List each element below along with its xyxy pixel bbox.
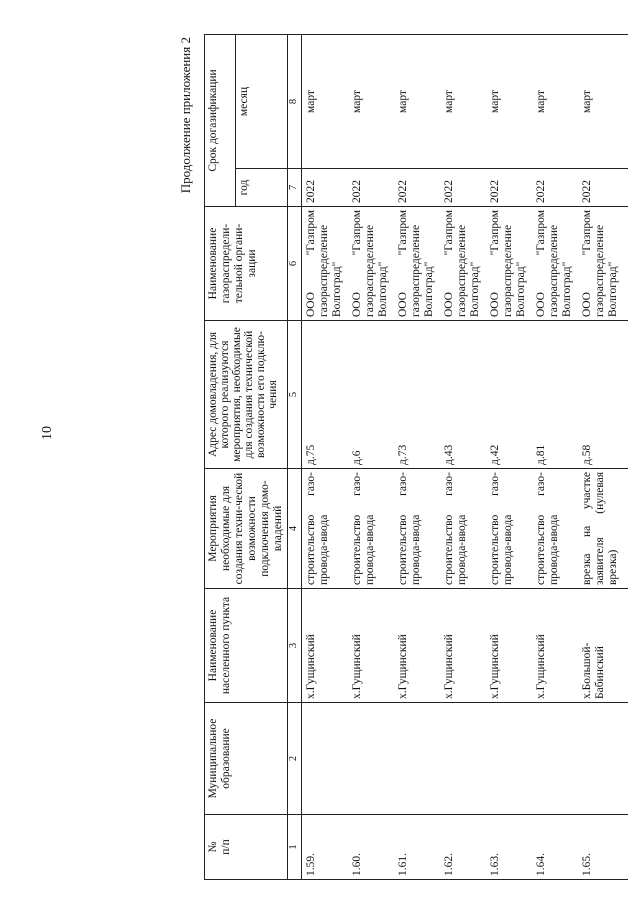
organization-cell: ООО "Газпром газораспределение Волгоград" — [394, 207, 440, 321]
table-row — [348, 35, 394, 880]
header-number: № п/п — [205, 815, 288, 880]
settlement-cell: х.Гущинский — [394, 589, 440, 703]
measure-cell: строительство газо-провода-ввода — [302, 469, 349, 589]
organization-cell: ООО "Газпром газораспределение Волгоград" — [532, 207, 578, 321]
year-cell: 2022 — [302, 169, 349, 207]
settlement-cell: х.Гущинский — [532, 589, 578, 703]
measure-cell: строительство газо-провода-ввода — [486, 469, 532, 589]
table-row — [578, 35, 628, 880]
year-cell: 2022 — [440, 169, 486, 207]
appendix-continuation-title: Продолжение приложения 2 — [178, 37, 193, 194]
municipality-cell — [440, 703, 486, 815]
row-number-cell: 1.59. — [302, 815, 349, 880]
table-row — [532, 35, 578, 880]
header-index: 5 — [288, 321, 302, 469]
municipality-cell — [394, 703, 440, 815]
address-cell: д.43 — [440, 321, 486, 469]
year-cell: 2022 — [578, 169, 628, 207]
settlement-cell: х.Гущинский — [348, 589, 394, 703]
header-year: год — [236, 169, 288, 207]
measure-cell: врезка на участке заявителя (нулевая врезка) — [578, 469, 628, 589]
address-cell: д.75 — [302, 321, 349, 469]
gasification-table — [204, 34, 628, 880]
row-number-cell: 1.65. — [578, 815, 628, 880]
year-cell: 2022 — [486, 169, 532, 207]
header-index: 6 — [288, 207, 302, 321]
header-measures: Мероприятия необходимые для создания техни-ческой возможности подключения домо-владений — [205, 469, 288, 589]
address-cell: д.6 — [348, 321, 394, 469]
organization-cell: ООО "Газпром газораспределение Волгоград" — [486, 207, 532, 321]
row-number-cell: 1.64. — [532, 815, 578, 880]
address-cell: д.81 — [532, 321, 578, 469]
month-cell: март — [394, 35, 440, 169]
measure-cell: строительство газо-провода-ввода — [348, 469, 394, 589]
measure-cell: строительство газо-провода-ввода — [532, 469, 578, 589]
header-settlement: Наименование населенного пункта — [205, 589, 288, 703]
header-deadline: Срок догазификации — [205, 35, 236, 207]
settlement-cell: х.Большой-Бабинский — [578, 589, 628, 703]
header-month: месяц — [236, 35, 288, 169]
month-cell: март — [348, 35, 394, 169]
year-cell: 2022 — [394, 169, 440, 207]
row-number-cell: 1.62. — [440, 815, 486, 880]
year-cell: 2022 — [348, 169, 394, 207]
header-index: 2 — [288, 703, 302, 815]
row-number-cell: 1.61. — [394, 815, 440, 880]
month-cell: март — [440, 35, 486, 169]
table-row — [440, 35, 486, 880]
header-index: 8 — [288, 35, 302, 169]
municipality-cell — [486, 703, 532, 815]
address-cell: д.58 — [578, 321, 628, 469]
municipality-cell — [348, 703, 394, 815]
header-index: 7 — [288, 169, 302, 207]
municipality-cell — [302, 703, 349, 815]
row-number-cell: 1.60. — [348, 815, 394, 880]
settlement-cell: х.Гущинский — [486, 589, 532, 703]
measure-cell: строительство газо-провода-ввода — [440, 469, 486, 589]
header-index: 3 — [288, 589, 302, 703]
organization-cell: ООО "Газпром газораспределение Волгоград" — [302, 207, 349, 321]
header-index: 1 — [288, 815, 302, 880]
settlement-cell: х.Гущинский — [440, 589, 486, 703]
header-address: Адрес домовладения, для которого реализуются мероприятия, необходимые для создания технической возможности его подклю-чения — [205, 321, 288, 469]
header-municipality: Муниципальное образование — [205, 703, 288, 815]
row-number-cell: 1.63. — [486, 815, 532, 880]
address-cell: д.42 — [486, 321, 532, 469]
table-row — [486, 35, 532, 880]
rotated-page-content — [176, 35, 619, 880]
municipality-cell — [578, 703, 628, 815]
month-cell: март — [486, 35, 532, 169]
municipality-cell — [532, 703, 578, 815]
month-cell: март — [578, 35, 628, 169]
header-organization: Наименование газораспредели-тельной органи-зации — [205, 207, 288, 321]
measure-cell: строительство газо-провода-ввода — [394, 469, 440, 589]
address-cell: д.73 — [394, 321, 440, 469]
settlement-cell: х.Гущинский — [302, 589, 349, 703]
header-index: 4 — [288, 469, 302, 589]
table-row — [394, 35, 440, 880]
organization-cell: ООО "Газпром газораспределение Волгоград" — [578, 207, 628, 321]
table-body — [302, 35, 629, 880]
table-row — [302, 35, 349, 880]
organization-cell: ООО "Газпром газораспределение Волгоград" — [440, 207, 486, 321]
year-cell: 2022 — [532, 169, 578, 207]
month-cell: март — [532, 35, 578, 169]
organization-cell: ООО "Газпром газораспределение Волгоград" — [348, 207, 394, 321]
page-number: 10 — [40, 426, 55, 440]
month-cell: март — [302, 35, 349, 169]
